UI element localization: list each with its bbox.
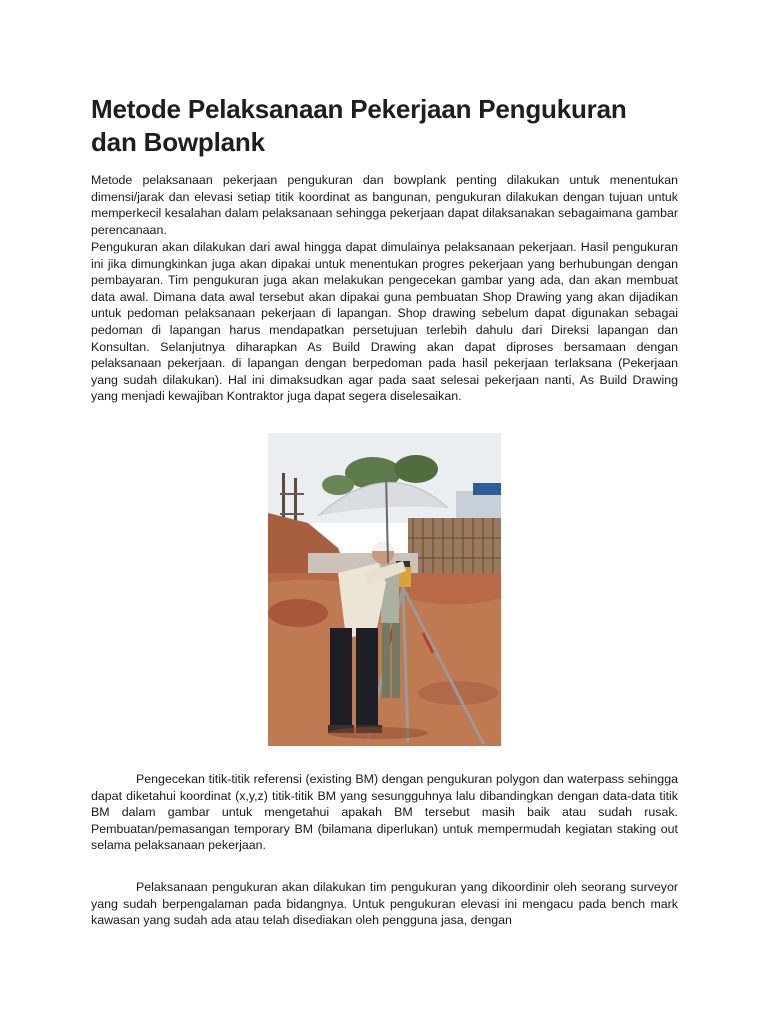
page-title: Metode Pelaksanaan Pekerjaan Pengukuran dan Bowplank — [91, 94, 627, 157]
paragraph-measurement: Pengukuran akan dilakukan dari awal hingga dapat dimulainya pelaksanaan pekerjaan. Hasil pengukuran ini jika dimungkinkan juga akan dipakai untuk menentukan progres pekerjaan yang berhubungan dengan pembayaran. Tim pengukuran juga akan melakukan pengecekan gambar yang ada, dan akan membuat data awal. Dimana data awal tersebut akan dipakai guna pembuatan Shop Drawing yang akan dijadikan untuk pedoman pelaksanaan pekerjaan di lapangan. Shop drawing sebelum dapat digunakan sebagai pedoman di lapangan harus mendapatkan persetujuan terlebih dahulu dari Direksi lapangan dan Konsultan. Selanjutnya diharapkan As Build Drawing akan dapat diproses bersamaan dengan pelaksanaan pekerjaan. di lapangan dengan berpedoman pada hasil pekerjaan terlaksana (Pekerjaan yang sudah dilakukan). Hal ini dimaksudkan agar pada saat selesai pekerjaan nanti, As Build Drawing yang menjadi kewajiban Kontraktor juga dapat segera diselesaikan. — [91, 240, 678, 404]
survey-photo — [268, 433, 501, 746]
paragraph-survey-team: Pelaksanaan pengukuran akan dilakukan tim pengukuran yang dikoordinir oleh seorang surveyor yang sudah berpengalaman pada bidangnya. Untuk pengukuran elevasi ini mengacu pada bench mark kawasan yang sudah ada atau telah disediakan oleh pengguna jasa, dengan — [91, 880, 678, 928]
paragraph-bm-check: Pengecekan titik-titik referensi (existing BM) dengan pengukuran polygon dan waterpass sehingga dapat diketahui koordinat (x,y,z) titik-titik BM yang sesungguhnya lalu dibandingkan dengan data-data titik BM dalam gambar untuk mengetahui apakah BM tersebut masih baik atau sudah rusak. Pembuatan/pemasangan temporary BM (bilamana diperlukan) untuk mempermudah kegiatan staking out selama pelaksanaan pekerjaan. — [91, 772, 678, 853]
paragraph-intro: Metode pelaksanaan pekerjaan pengukuran dan bowplank penting dilakukan untuk menentukan dimensi/jarak dan elevasi setiap titik koordinat as bangunan, pengukuran dilakukan dengan tujuan untuk memperkecil kesalahan dalam pelaksanaan sehingga pekerjaan dapat dilaksanakan sebagaimana gambar perencanaan. — [91, 173, 678, 237]
